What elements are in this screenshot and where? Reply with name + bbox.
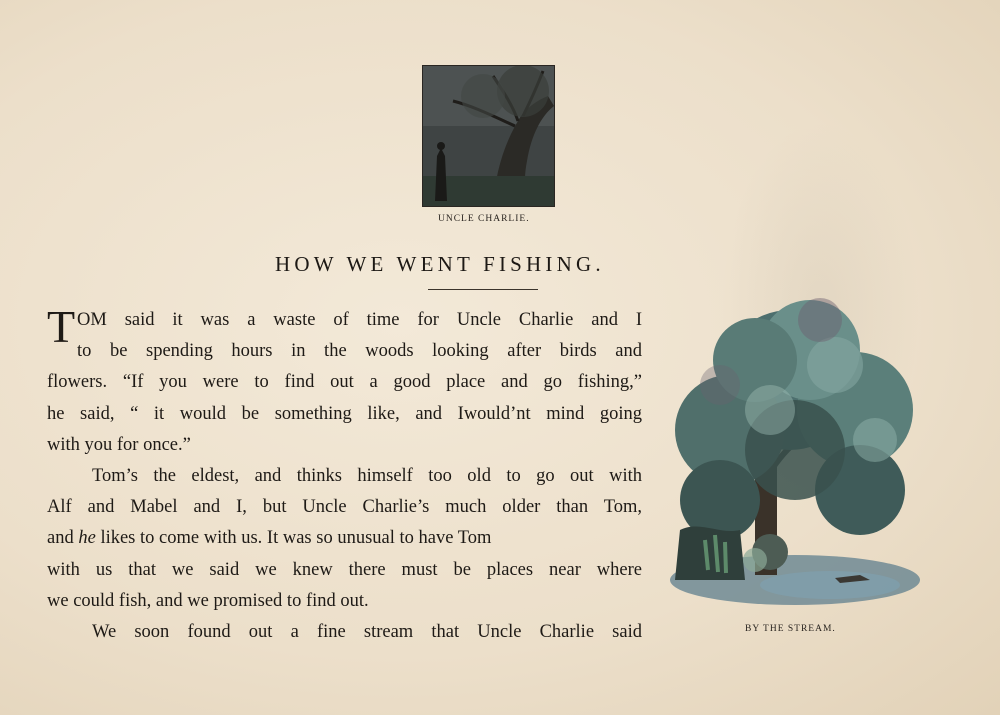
title-divider [428,289,538,290]
uncle-charlie-illustration [422,65,555,207]
drop-cap: T [47,301,76,352]
text-line: he said, “ it would be something like, and Iwould’nt mind going [47,403,642,424]
text-line: Tom’s the eldest, and thinks himself too old to go out with [92,465,642,486]
top-illustration-caption: UNCLE CHARLIE. [438,214,530,224]
right-illustration-caption: BY THE STREAM. [745,624,836,634]
italic-word: he [78,528,96,549]
body-text [47,301,642,648]
text-line: We soon found out a fine stream that Uncle Charlie said [92,621,642,642]
text-line: with us that we said we knew there must be places near where [47,559,642,580]
text-line: OM said it was a waste of time for Uncle Charlie and I [77,310,642,330]
text-segment: likes to come with us. It was so unusual to have Tom [95,528,492,549]
text-line [47,523,642,554]
text-line: with you for once.” [47,434,191,455]
chapter-title: HOW WE WENT FISHING. [275,252,605,276]
text-line: Alf and Mabel and I, but Uncle Charlie’s much older than Tom, [47,497,642,518]
text-line: flowers. “If you were to find out a good place and go fishing,” [47,372,642,393]
text-line: we could fish, and we promised to find out. [47,590,369,611]
text-segment: and [47,528,79,549]
stream-tree-illustration [660,290,925,615]
text-line: to be spending hours in the woods looking after birds and [77,341,642,362]
